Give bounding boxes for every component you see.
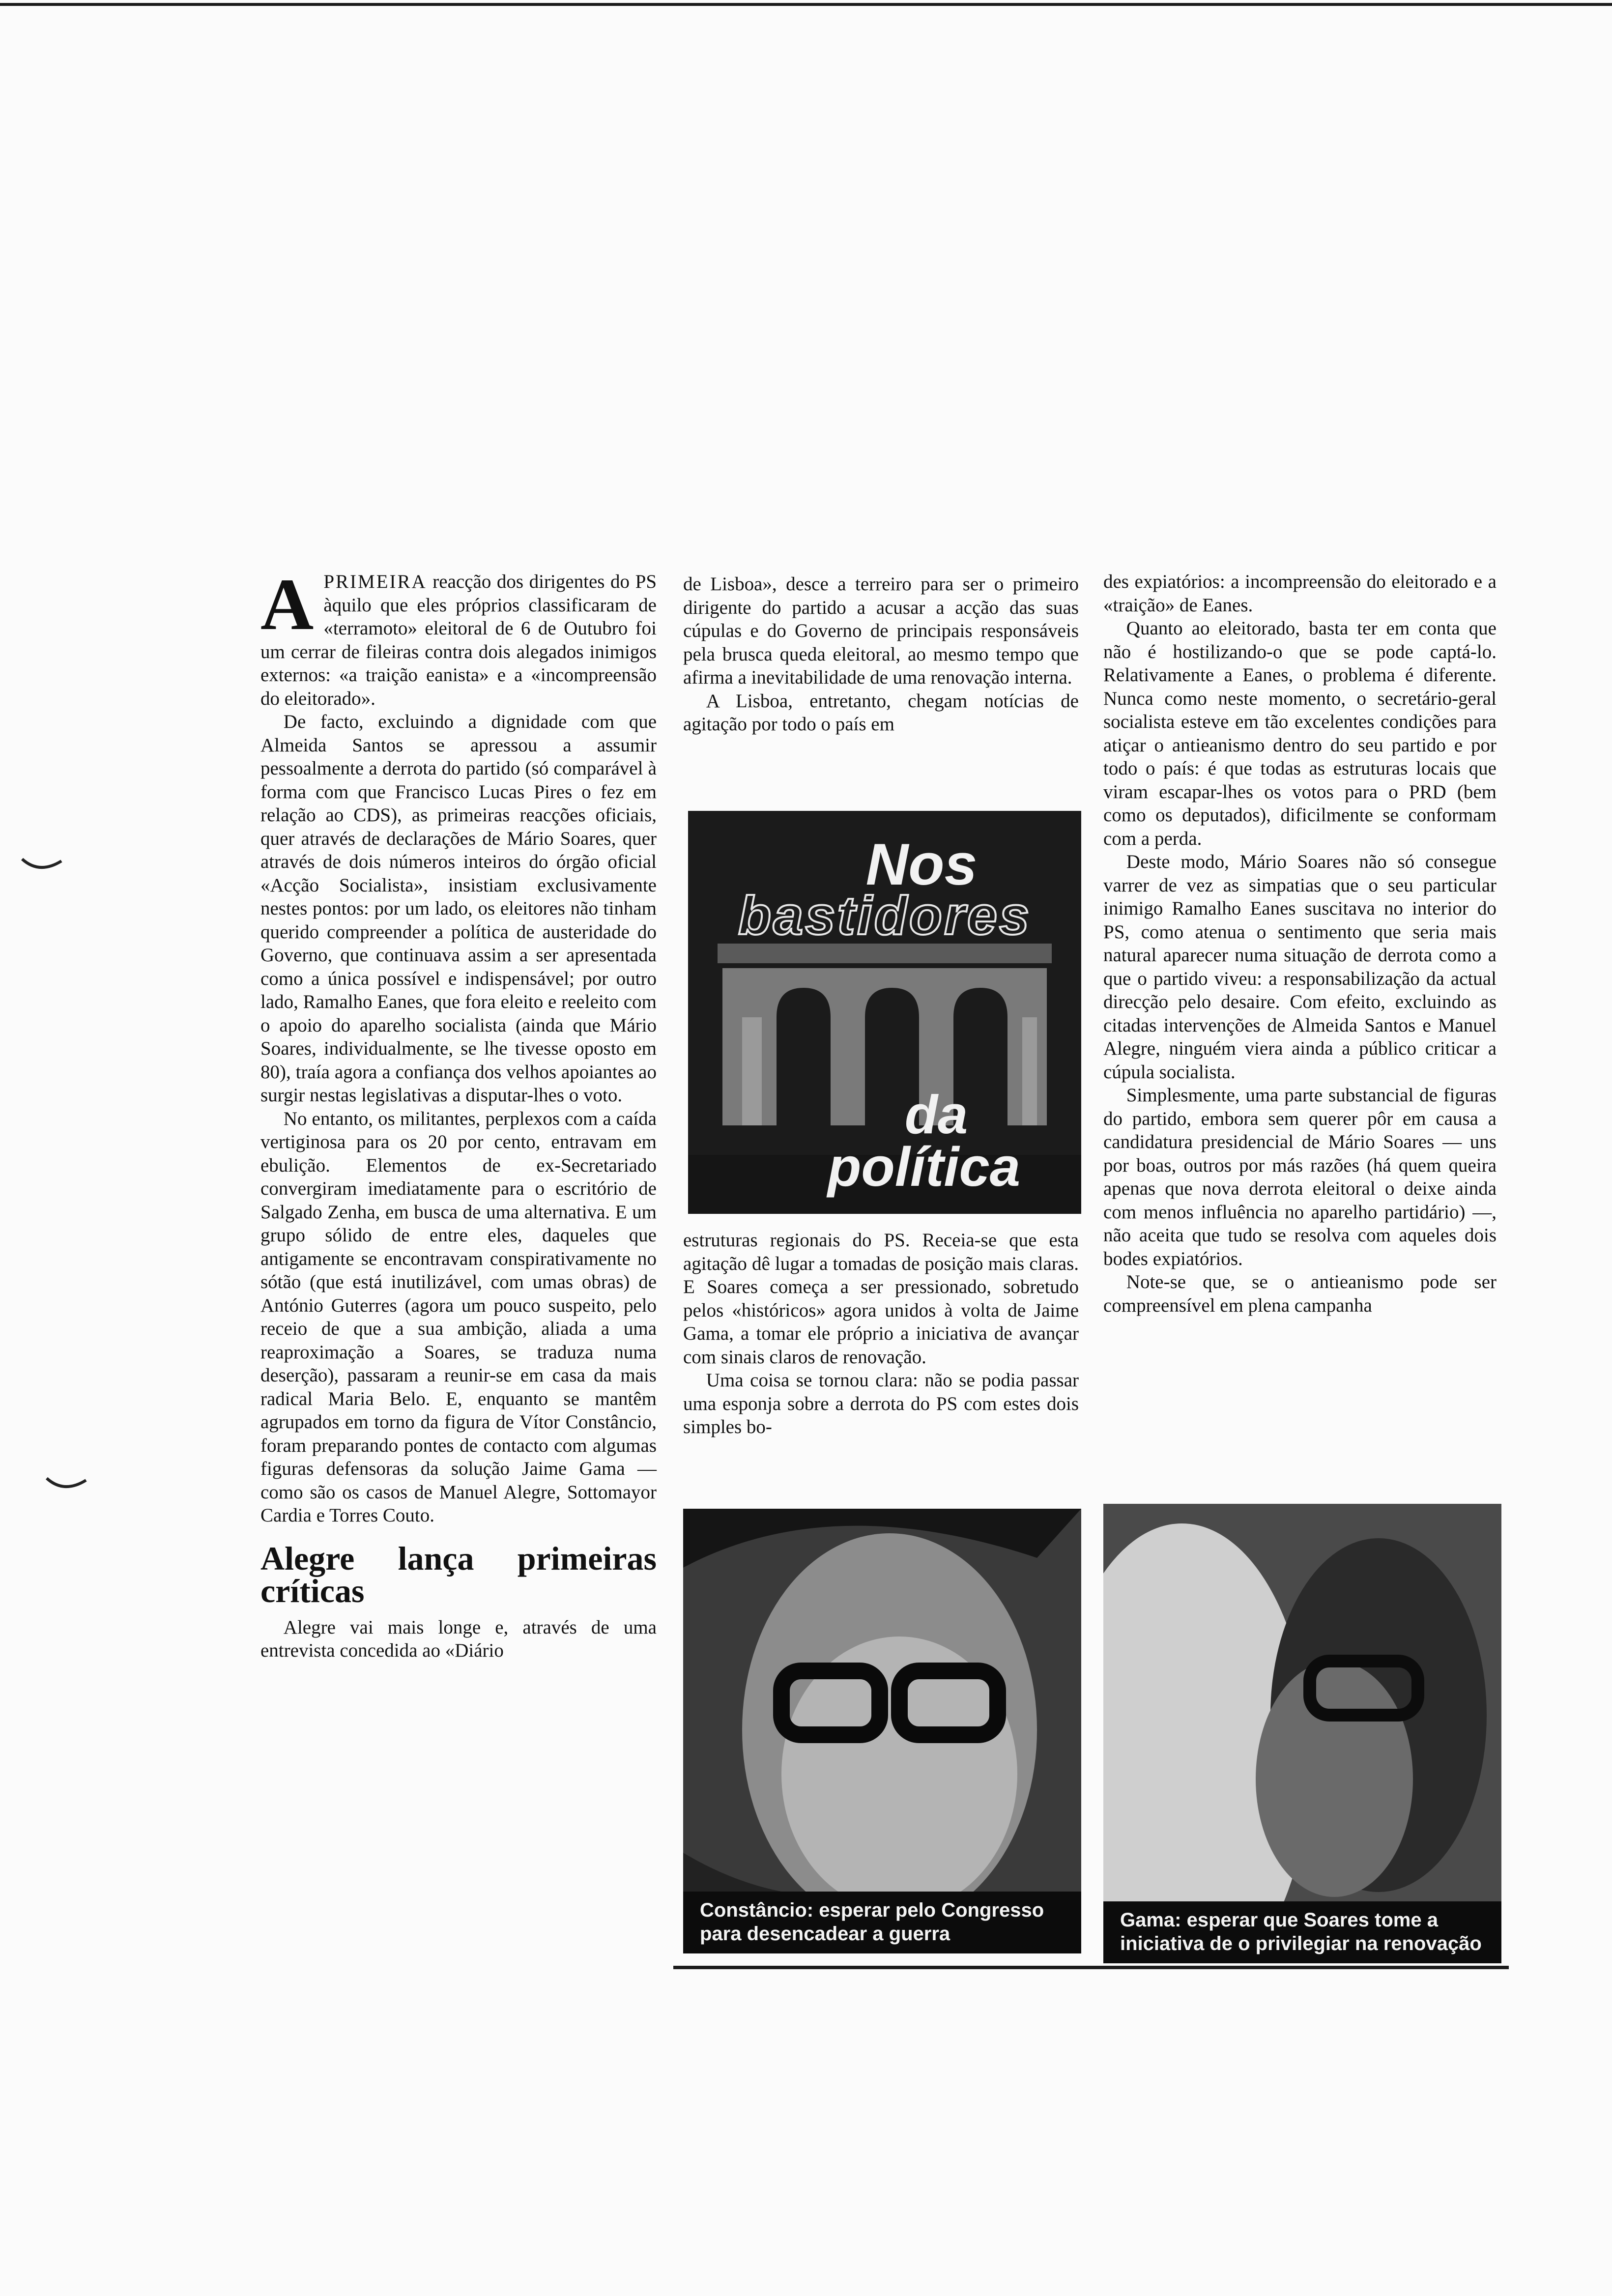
paragraph: Simplesmente, uma parte substancial de figuras do partido, embora sem querer pôr em causa a candidatura presidencial de Mário Soares — uns por boas, outros por más razões (há quem queira apenas que nova derrota eleitoral o deixe ainda com menos influência no aparelho partidário) —, não aceita que tudo se resolva com aqueles dois bodes expiatórios. xyxy=(1103,1085,1497,1269)
paragraph: A Lisboa, entretanto, chegam notícias de agitação por todo o país em xyxy=(683,690,1079,735)
article-column-2-bottom xyxy=(683,1229,1079,1439)
subheading: Alegre lança primeiras críticas xyxy=(260,1539,657,1609)
paragraph: Uma coisa se tornou clara: não se podia passar uma esponja sobre a derrota do PS com estes dois simples bo- xyxy=(683,1370,1079,1437)
article-column-1 xyxy=(260,564,657,1663)
paragraph: des expiatórios: a incompreensão do eleitorado e a «traição» de Eanes. xyxy=(1103,571,1497,616)
photo-constancio xyxy=(683,1509,1081,1953)
paragraph: Deste modo, Mário Soares não só consegue varrer de vez as simpatias que o seu particular inimigo Ramalho Eanes suscitava no interior do PS, como atenua o sentimento que seria mais natural aparecer numa situação de derrota como a que o partido viveu: a responsabilização da actual direcção pelo desaire. Com efeito, excluindo as citadas intervenções de Almeida Santos e Manuel Alegre, ninguém viera ainda a público criticar a cúpula socialista. xyxy=(1103,851,1497,1083)
bottom-rule xyxy=(673,1966,1509,1969)
scan-mark xyxy=(20,855,64,875)
logo-word-nos: Nos xyxy=(865,832,978,897)
lead-paragraph xyxy=(260,564,657,710)
paragraph: De facto, excluindo a dignidade com que Almeida Santos se apressou a assumir pessoalmente a derrota do partido (só comparável à forma com que Francisco Lucas Pires o fez em relação ao CDS), as primeiras reacções oficiais, quer através de declarações de Mário Soares, quer através de dois números inteiros do órgão oficial «Acção Socialista», insistiam exclusivamente nestes pontos: por um lado, os eleitores não tinham querido compreender a política de austeridade do Governo, que continuava assim a ser apresentada como a única possível e indispensável; por outro lado, Ramalho Eanes, que fora eleito e reeleito com o apoio do aparelho socialista (ainda que Mário Soares, individualmente, se lhe tivesse oposto em 80), traía agora a confiança dos velhos apoiantes ao surgir nestas legislativas a disputar-lhes o voto. xyxy=(260,711,657,1106)
scan-mark xyxy=(44,1474,88,1494)
portrait-image xyxy=(1103,1504,1501,1963)
lead-text: reacção dos dirigentes do PS àquilo que eles próprios classificaram de «terramoto» eleitoral de 6 de Outubro foi um cerrar de fileiras contra dois alegados inimigos externos: «a traição eanista» e a «incompreensão do eleitorado». xyxy=(260,571,657,709)
drop-cap: A xyxy=(260,564,314,645)
photo-caption: Constâncio: esperar pelo Congresso para desencadear a guerra xyxy=(683,1892,1081,1953)
lead-caps: PRIMEIRA xyxy=(323,571,427,592)
top-border-line xyxy=(0,3,1612,6)
paragraph: No entanto, os militantes, perplexos com a caída vertiginosa para os 20 por cento, entravam em ebulição. Elementos de ex-Secretariado convergiram imediatamente para o escritório de Salgado Zenha, em busca de uma alternativa. E um grupo sólido de entre eles, daqueles que antigamente se encontravam conspirativamente no sótão (que está inutilizável, com umas obras) de António Guterres (agora um pouco suspeito, pelo receio de que a sua ambição, aliada a uma reaproximação a Soares, se traduza numa deserção), passaram a reunir-se em casa da mais radical Maria Belo. E, enquanto se mantêm agrupados em torno da figura de Vítor Constâncio, foram preparando pontes de contacto com algumas figuras defensoras da solução Jaime Gama — como são os casos de Manuel Alegre, Sottomayor Cardia e Torres Couto. xyxy=(260,1108,657,1526)
photo-caption: Gama: esperar que Soares tome a iniciativa de o privilegiar na renovação xyxy=(1103,1901,1501,1963)
section-logo xyxy=(688,811,1081,1214)
article-column-2-top xyxy=(683,573,1079,736)
paragraph: Note-se que, se o antieanismo pode ser compreensível em plena campanha xyxy=(1103,1271,1497,1316)
portrait-image xyxy=(683,1509,1081,1953)
paragraph: de Lisboa», desce a terreiro para ser o primeiro dirigente do partido a acusar a acção das suas cúpulas e do Governo de principais responsáveis pela brusca queda eleitoral, ao mesmo tempo que afirma a inevitabilidade de uma renovação interna. xyxy=(683,574,1079,688)
paragraph: Quanto ao eleitorado, basta ter em conta que não é hostilizando-o que se pode captá-lo. Relativamente a Eanes, o problema é diferente. Nunca como neste momento, o secretário-geral socialista esteve em tão excelentes condições para atiçar o antieanismo dentro do seu partido e por todo o país: é que todas as estruturas locais que viram escapar-lhes os votos para o PRD (bem como os deputados), dificilmente se conformam com a perda. xyxy=(1103,618,1497,849)
logo-word-bastidores: bastidores xyxy=(738,886,1032,946)
logo-word-politica: política xyxy=(827,1136,1021,1198)
paragraph: Alegre vai mais longe e, através de uma entrevista concedida ao «Diário xyxy=(260,1616,657,1661)
logo-word-da: da xyxy=(904,1085,968,1145)
photo-gama xyxy=(1103,1504,1501,1963)
article-column-3 xyxy=(1103,570,1497,1317)
paragraph: estruturas regionais do PS. Receia-se que esta agitação dê lugar a tomadas de posição mais claras. E Soares começa a ser pressionado, sobretudo pelos «históricos» agora unidos à volta de Jaime Gama, a tomar ele próprio a iniciativa de avançar com sinais claros de renovação. xyxy=(683,1230,1079,1368)
